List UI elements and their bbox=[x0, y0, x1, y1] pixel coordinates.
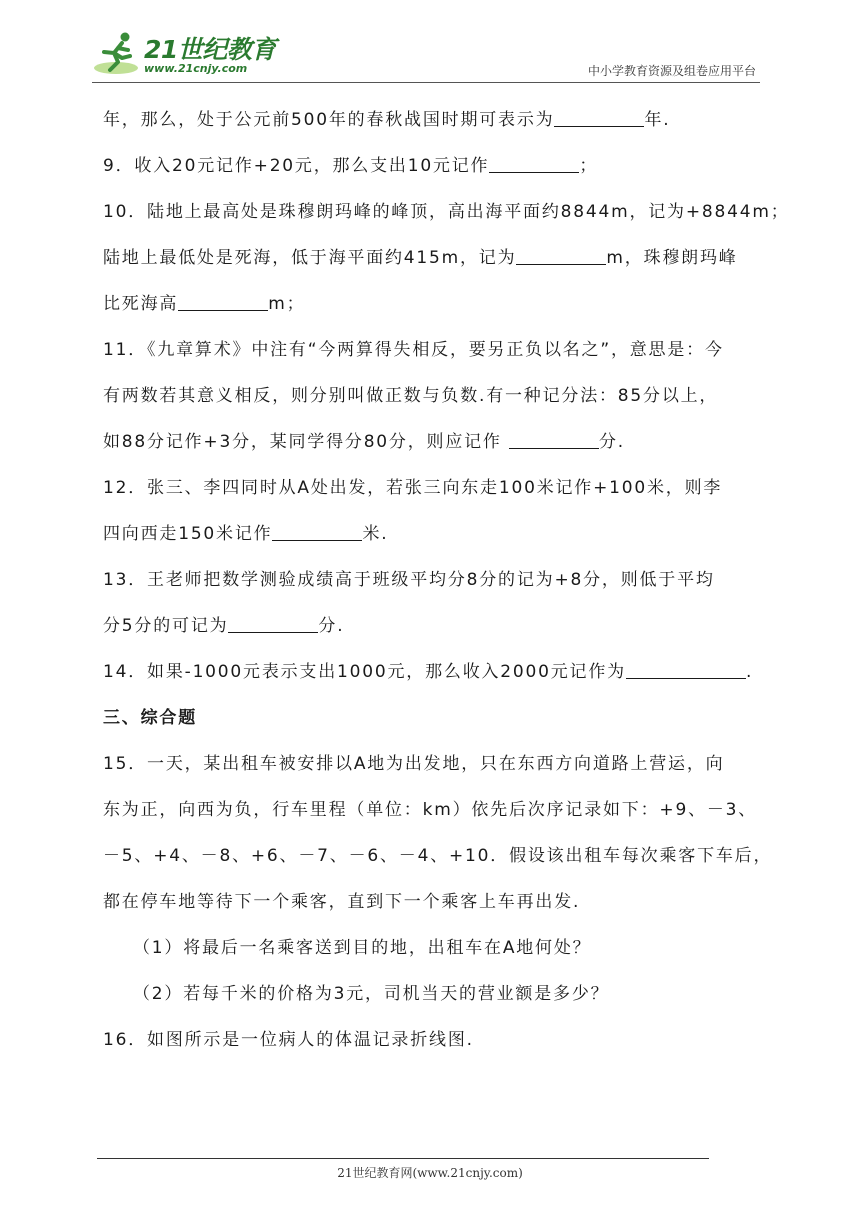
question-15-line-4 bbox=[103, 884, 763, 930]
question-10-line-1 bbox=[103, 194, 790, 240]
text-span: 米. bbox=[362, 524, 389, 544]
text-span: . bbox=[745, 662, 754, 682]
question-15-line-3 bbox=[103, 838, 773, 884]
question-11-line-1 bbox=[103, 332, 763, 378]
text-span: 15．一天，某出租车被安排以A地为出发地，只在东西方向道路上营运，向 bbox=[103, 754, 725, 774]
header-divider bbox=[92, 82, 760, 83]
text-span: （2）若每千米的价格为3元，司机当天的营业额是多少？ bbox=[133, 984, 610, 1004]
answer-blank bbox=[554, 104, 644, 127]
question-15-part-2 bbox=[103, 976, 763, 1022]
answer-blank bbox=[489, 150, 579, 173]
question-12-line-1 bbox=[103, 470, 763, 516]
text-span: 分. bbox=[598, 432, 625, 452]
text-span: 11．《九章算术》中注有“今两算得失相反，要另正负以名之”，意思是：今 bbox=[103, 340, 724, 360]
question-10-line-3 bbox=[103, 286, 763, 332]
text-span: 年. bbox=[644, 110, 671, 130]
question-15-part-1 bbox=[103, 930, 763, 976]
answer-blank bbox=[178, 288, 268, 311]
page-header bbox=[0, 0, 860, 90]
runner-logo-icon bbox=[92, 28, 142, 78]
site-logo bbox=[92, 28, 276, 84]
text-span: 陆地上最低处是死海，低于海平面约415m，记为 bbox=[103, 248, 517, 268]
text-span: 有两数若其意义相反，则分别叫做正数与负数.有一种记分法：85分以上， bbox=[103, 386, 719, 406]
text-span: ； bbox=[579, 156, 599, 176]
text-span: 四向西走150米记作 bbox=[103, 524, 273, 544]
footer-divider bbox=[97, 1158, 709, 1159]
footer-text: 21世纪教育网(www.21cnjy.com) bbox=[337, 1166, 523, 1180]
text-span: 16．如图所示是一位病人的体温记录折线图. bbox=[103, 1030, 474, 1050]
text-span: 10．陆地上最高处是珠穆朗玛峰的峰顶，高出海平面约8844m，记为+8844m； bbox=[103, 202, 790, 222]
answer-blank bbox=[509, 426, 599, 449]
question-15-line-1 bbox=[103, 746, 763, 792]
section-title: 三、综合题 bbox=[103, 708, 197, 728]
answer-blank bbox=[626, 656, 746, 679]
question-9 bbox=[103, 148, 763, 194]
answer-blank bbox=[516, 242, 606, 265]
text-span: m； bbox=[268, 294, 306, 314]
question-11-line-2 bbox=[103, 378, 763, 424]
text-span: 14．如果-1000元表示支出1000元，那么收入2000元记作为 bbox=[103, 662, 626, 682]
text-span: （1）将最后一名乘客送到目的地，出租车在A地何处？ bbox=[133, 938, 592, 958]
header-tagline: 中小学教育资源及组卷应用平台 bbox=[587, 64, 756, 78]
text-line bbox=[103, 102, 763, 148]
text-span: －5、+4、－8、+6、－7、－6、－4、+10．假设该出租车每次乘客下车后， bbox=[103, 846, 773, 866]
text-span: 分5分的可记为 bbox=[103, 616, 229, 636]
text-span: 都在停车地等待下一个乘客，直到下一个乘客上车再出发. bbox=[103, 892, 581, 912]
logo-text: 21世纪教育 bbox=[144, 35, 276, 64]
text-span: 13．王老师把数学测验成绩高于班级平均分8分的记为+8分，则低于平均 bbox=[103, 570, 715, 590]
question-12-line-2 bbox=[103, 516, 763, 562]
document-body bbox=[103, 102, 790, 1068]
question-13-line-1 bbox=[103, 562, 763, 608]
text-span: 如88分记作+3分，某同学得分80分，则应记作 bbox=[103, 432, 509, 452]
question-14 bbox=[103, 654, 763, 700]
text-span: 12．张三、李四同时从A处出发，若张三向东走100米记作+100米，则李 bbox=[103, 478, 723, 498]
text-span: 9．收入20元记作+20元，那么支出10元记作 bbox=[103, 156, 490, 176]
question-13-line-2 bbox=[103, 608, 763, 654]
answer-blank bbox=[272, 518, 362, 541]
answer-blank bbox=[228, 610, 318, 633]
text-span: 年，那么，处于公元前500年的春秋战国时期可表示为 bbox=[103, 110, 555, 130]
logo-url: www.21cnjy.com bbox=[144, 62, 248, 75]
question-10-line-2 bbox=[103, 240, 763, 286]
question-15-line-2 bbox=[103, 792, 763, 838]
question-16 bbox=[103, 1022, 763, 1068]
text-span: 比死海高 bbox=[103, 294, 179, 314]
text-span: m，珠穆朗玛峰 bbox=[606, 248, 738, 268]
text-span: 东为正，向西为负，行车里程（单位：km）依先后次序记录如下：+9、－3、 bbox=[103, 800, 758, 820]
text-span: 分. bbox=[318, 616, 345, 636]
question-11-line-3 bbox=[103, 424, 763, 470]
section-heading bbox=[103, 700, 763, 746]
